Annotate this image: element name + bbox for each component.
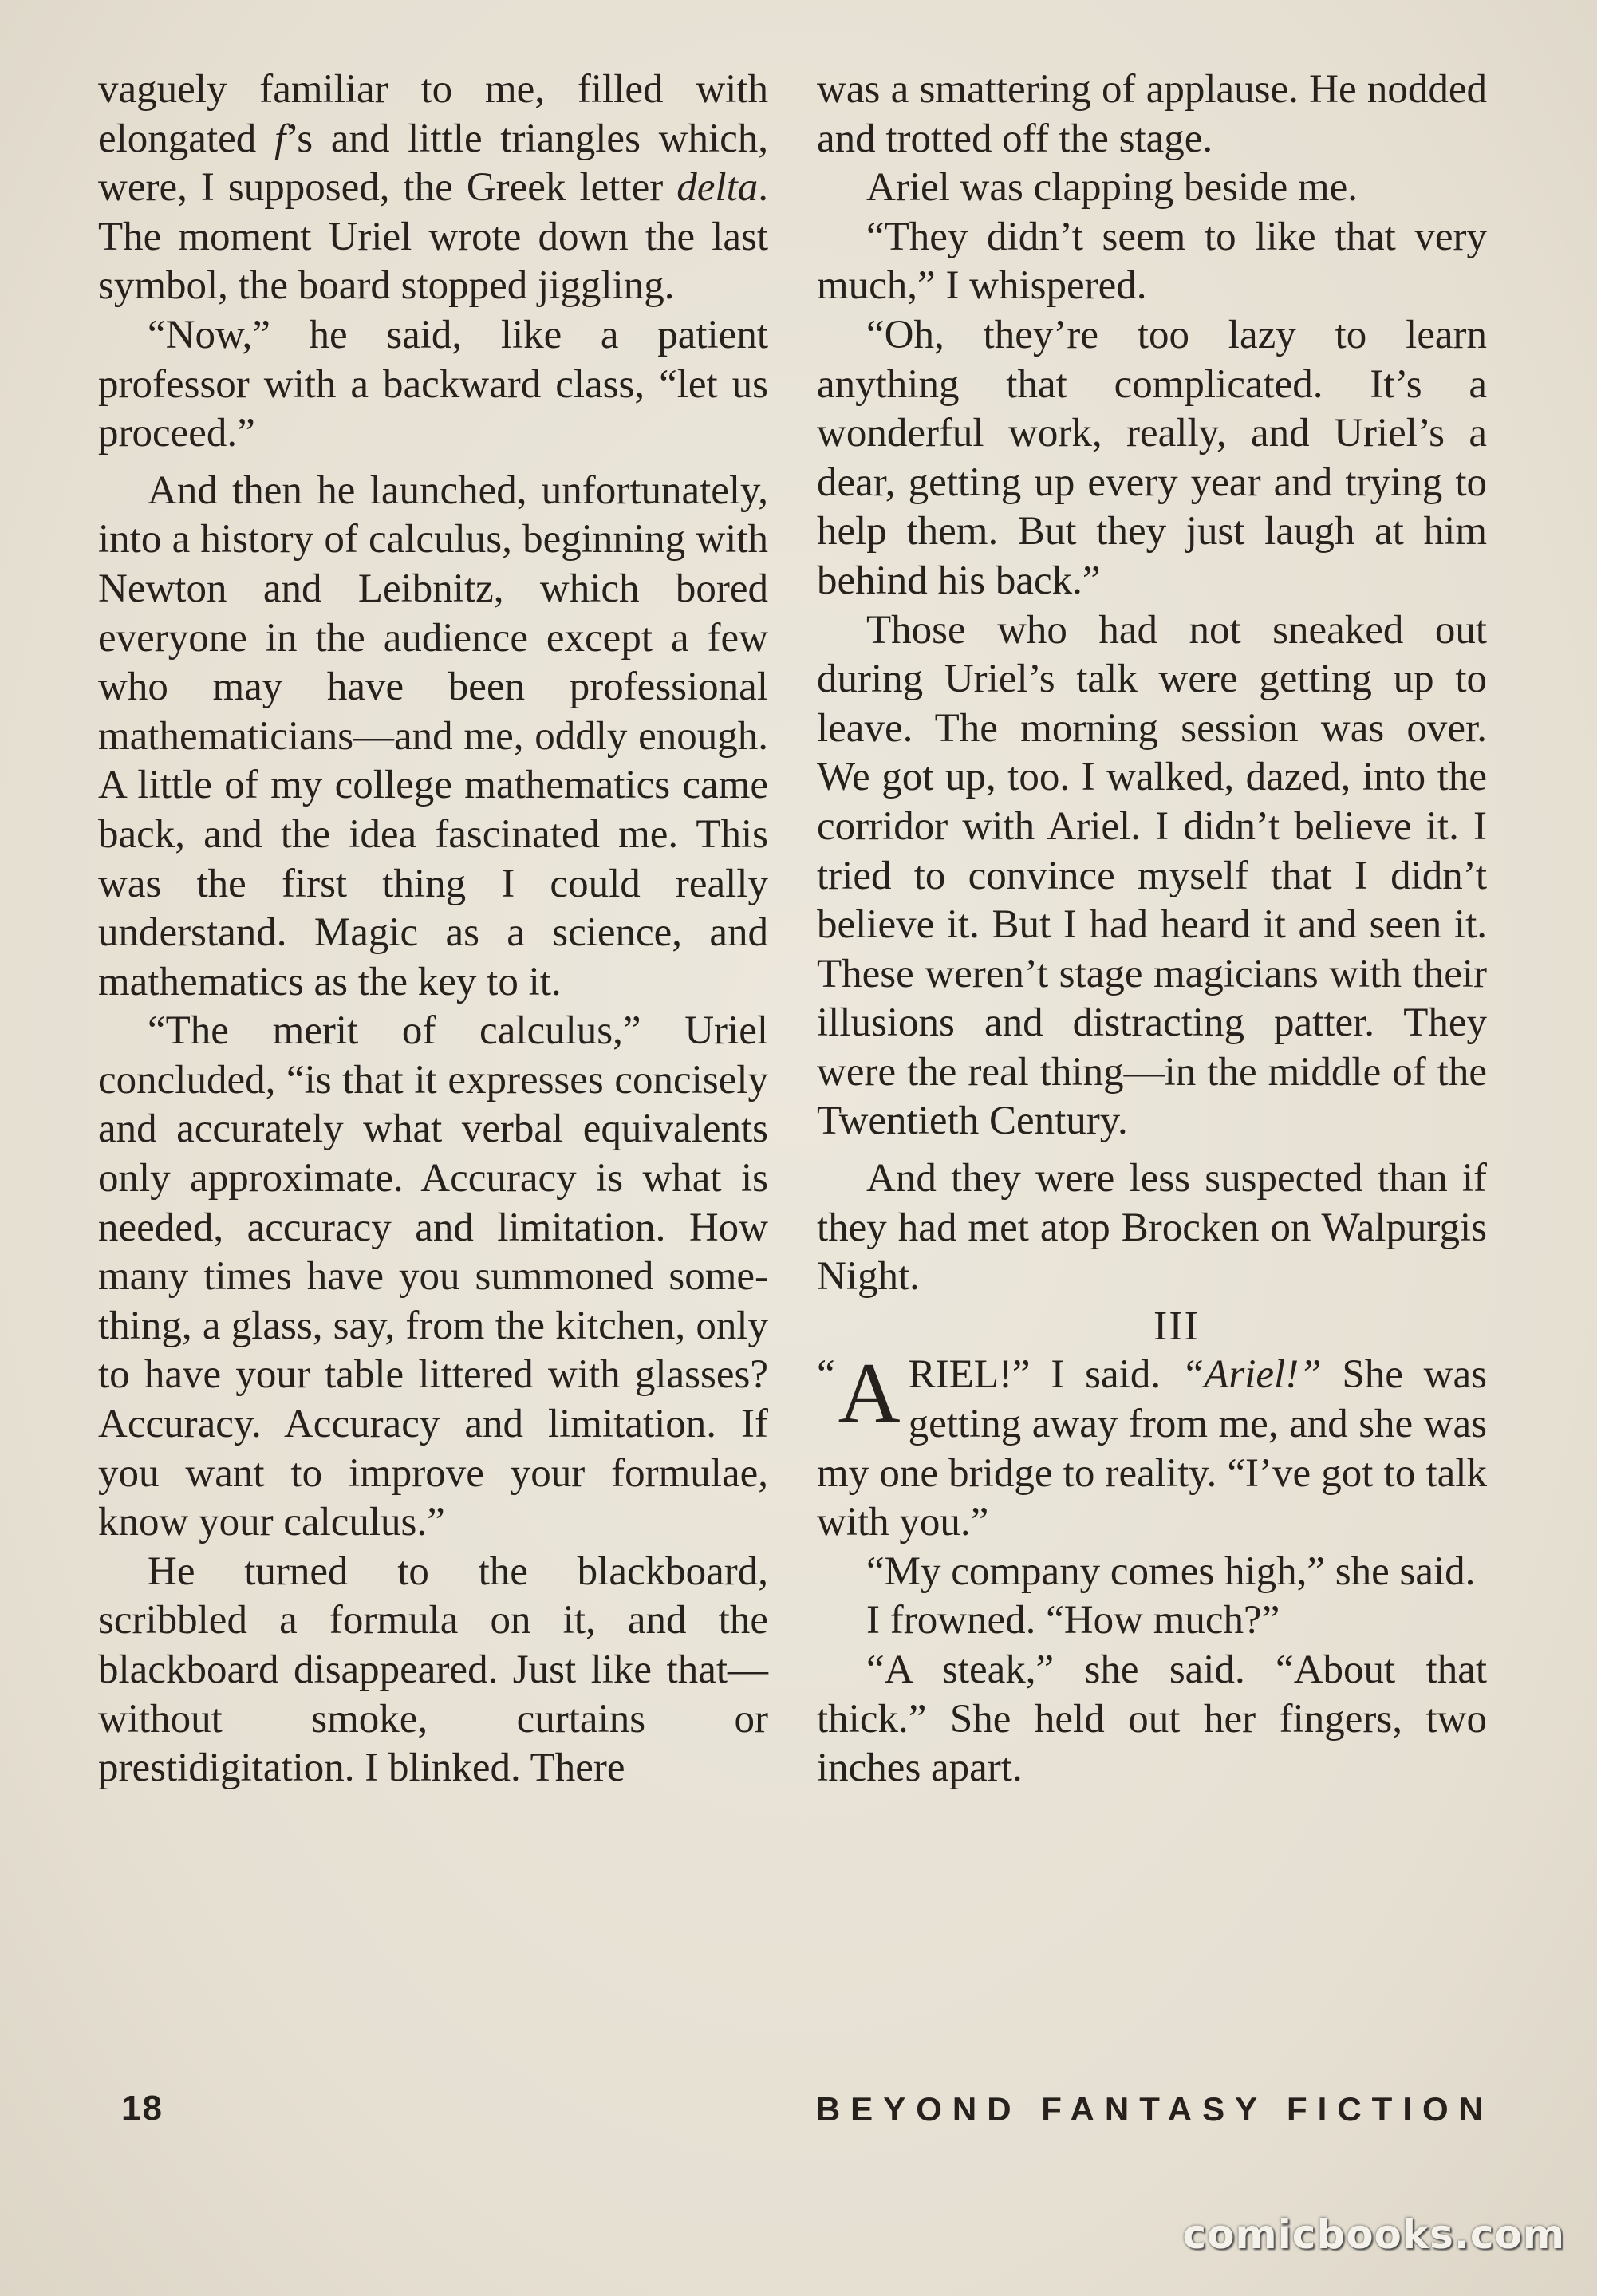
paragraph: Those who had not sneaked out during Uriel’s talk were getting up to leave. The morning session was over. We got up, too. I walked, dazed, into the corridor with Ariel. I didn’t believe it. I tried to convince myself that I didn’t believe it. But I had heard it and seen it. These weren’t stage magicians with their illusions and distracting patter. They were the real thing—in the middle of the Twentieth Century. (817, 607, 1487, 1144)
paragraph-continued: was a smattering of applause. He nodded and trotted off the stage. (817, 67, 1487, 161)
paragraph: “They didn’t seem to like that very much,” I whispered. (817, 214, 1487, 309)
paragraph: Ariel was clapping beside me. (866, 165, 1358, 211)
watermark-logo: comicbooks.com (1182, 2211, 1565, 2258)
paragraph-continued (98, 65, 768, 311)
text-run: vaguely familiar to me, filled with elongated (98, 67, 768, 161)
left-column (98, 65, 768, 1793)
text-run: RIEL!” I said. (908, 1352, 1181, 1398)
dropcap-paragraph (817, 1346, 1487, 1547)
italic-f: f (274, 116, 286, 161)
paragraph: “Now,” he said, like a patient professor with a backward class, “let us proceed.” (98, 312, 768, 456)
paragraph: “A steak,” she said. “About that thick.” She held out her fingers, two inches apart. (817, 1647, 1487, 1791)
paragraph: I frowned. “How much?” (866, 1598, 1280, 1643)
right-column (817, 65, 1487, 1793)
section-heading: III (1153, 1303, 1200, 1349)
text-run: ’s and little triangles which, were, I supposed, the Greek letter (98, 116, 768, 211)
paragraph: He turned to the blackboard, scribbled a formula on it, and the blackboard disappeared. Just like that—without smoke, curtains or prestidigitation. I blinked. There (98, 1548, 768, 1791)
paragraph: “Oh, they’re too lazy to learn anything that complicated. It’s a wonderful work, really, and Uriel’s a dear, getting up every year and trying to help them. But they just laugh at him behind his back.” (817, 312, 1487, 603)
paragraph: “The merit of calculus,” Uriel concluded, “is that it expresses concisely and accurately what verbal equivalents only approximate. Accuracy is what is needed, accuracy and limitation. How many times have you summoned something, a glass, say, from the kitchen, only to have your table littered with glasses? Accuracy. Accuracy and limitation. If you want to improve your formulae, know your calculus.” (98, 1008, 768, 1545)
text-run: . The moment Uriel wrote down the last symbol, the board stopped jiggling. (98, 165, 768, 309)
magazine-title: BEYOND FANTASY FICTION (815, 2090, 1493, 2128)
drop-cap: A (838, 1346, 901, 1442)
page-number: 18 (121, 2089, 164, 2128)
text-run: She was getting away from me, and she was my one bridge to reality. “I’ve got to talk with you.” (817, 1352, 1487, 1545)
italic-delta: delta (676, 165, 759, 211)
paragraph: And they were less suspected than if they had met atop Brocken on Walpurgis Night. (817, 1156, 1487, 1300)
italic-text: “Ariel!” (1181, 1352, 1322, 1398)
paragraph: “My company comes high,” she said. (866, 1548, 1476, 1594)
open-quote: “ (817, 1352, 835, 1398)
paragraph: And then he launched, unfortunately, into a history of calculus, beginning with Newton and Leibnitz, which bored everyone in the audience except a few who may have been professional mathematicians—and me, oddly enough. A little of my college mathematics came back, and the idea fascinated me. This was the first thing I could really understand. Magic as a science, and mathematics as the key to it. (98, 467, 768, 1004)
